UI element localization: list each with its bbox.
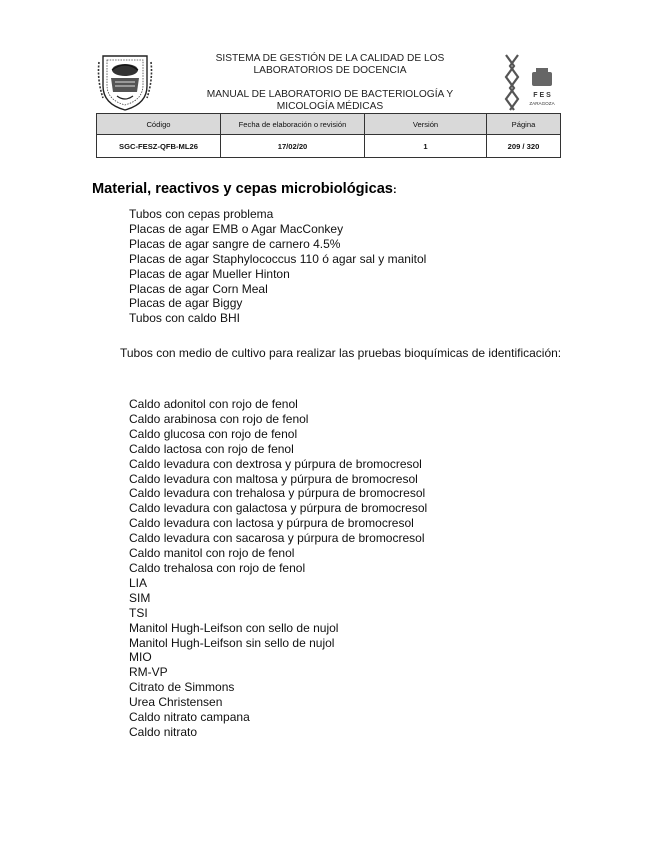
list-item: Placas de agar Mueller Hinton bbox=[129, 266, 290, 281]
list-item: Placas de agar EMB o Agar MacConkey bbox=[129, 221, 344, 236]
document-control-table bbox=[96, 113, 561, 158]
list-item: Placas de agar sangre de carnero 4.5% bbox=[129, 236, 341, 251]
table-header-row bbox=[97, 114, 561, 135]
date-cell: 17/02/20 bbox=[221, 135, 365, 158]
list-item: Manitol Hugh-Leifson con sello de nujol bbox=[129, 620, 339, 635]
list-item: Caldo adonitol con rojo de fenol bbox=[129, 397, 298, 411]
header-cell: Código bbox=[97, 114, 221, 135]
list-item: Tubos con caldo BHI bbox=[129, 311, 240, 326]
list-item: TSI bbox=[129, 605, 148, 620]
list-item: Placas de agar Biggy bbox=[129, 296, 243, 311]
list-item: Caldo levadura con dextrosa y púrpura de bromocresol bbox=[129, 456, 422, 471]
header-cell: Fecha de elaboración o revisión bbox=[221, 114, 365, 135]
list-item: Placas de agar Corn Meal bbox=[129, 281, 268, 296]
list-item: Placas de agar Staphylococcus 110 ó agar sal y manitol bbox=[129, 251, 427, 266]
list-item: Caldo levadura con galactosa y púrpura de bromocresol bbox=[129, 501, 428, 516]
list-item: MIO bbox=[129, 650, 152, 665]
table-row bbox=[97, 135, 561, 158]
list-item: Caldo levadura con sacarosa y púrpura de bromocresol bbox=[129, 531, 425, 546]
list-item: LIA bbox=[129, 575, 148, 590]
list-item: Caldo lactosa con rojo de fenol bbox=[129, 441, 294, 456]
system-title: SISTEMA DE GESTIÓN DE LA CALIDAD DE LOS LABORATORIOS DE DOCENCIA bbox=[215, 53, 445, 76]
list-item: Caldo nitrato bbox=[129, 724, 198, 739]
svg-text:F E S: F E S bbox=[533, 92, 551, 99]
list-item: Citrato de Simmons bbox=[129, 680, 235, 695]
section-heading: Material, reactivos y cepas microbiológicas: bbox=[92, 181, 397, 197]
list-item: Caldo trehalosa con rojo de fenol bbox=[129, 560, 306, 575]
list-item: Urea Christensen bbox=[129, 695, 223, 710]
list-item: Caldo levadura con trehalosa y púrpura de bromocresol bbox=[129, 486, 426, 501]
list-item: Caldo levadura con lactosa y púrpura de bromocresol bbox=[129, 516, 414, 531]
fes-zaragoza-logo bbox=[496, 52, 560, 112]
unam-shield-logo bbox=[97, 52, 153, 112]
list-item: Caldo manitol con rojo de fenol bbox=[129, 546, 295, 561]
list-item: RM-VP bbox=[129, 665, 168, 680]
list-item: Caldo levadura con maltosa y púrpura de bromocresol bbox=[129, 471, 418, 486]
manual-title: MANUAL DE LABORATORIO DE BACTERIOLOGÍA Y MICOLOGÍA MÉDICAS bbox=[206, 89, 454, 112]
materials-list bbox=[129, 207, 426, 326]
list-item: Caldo nitrato campana bbox=[129, 710, 250, 725]
svg-text:ZARAGOZA: ZARAGOZA bbox=[529, 101, 555, 106]
list-item: Caldo glucosa con rojo de fenol bbox=[129, 426, 298, 441]
list-item: Manitol Hugh-Leifson sin sello de nujol bbox=[129, 635, 335, 650]
culture-media-list bbox=[129, 397, 427, 740]
intro-paragraph: Tubos con medio de cultivo para realizar las pruebas bioquímicas de identificación: bbox=[120, 346, 562, 360]
list-item: Tubos con cepas problema bbox=[129, 207, 274, 221]
list-item: Caldo arabinosa con rojo de fenol bbox=[129, 411, 309, 426]
header-cell: Página bbox=[487, 114, 561, 135]
code-cell: SGC-FESZ-QFB-ML26 bbox=[97, 135, 221, 158]
list-item: SIM bbox=[129, 590, 151, 605]
page-cell: 209 / 320 bbox=[487, 135, 561, 158]
version-cell: 1 bbox=[365, 135, 487, 158]
header-cell: Versión bbox=[365, 114, 487, 135]
